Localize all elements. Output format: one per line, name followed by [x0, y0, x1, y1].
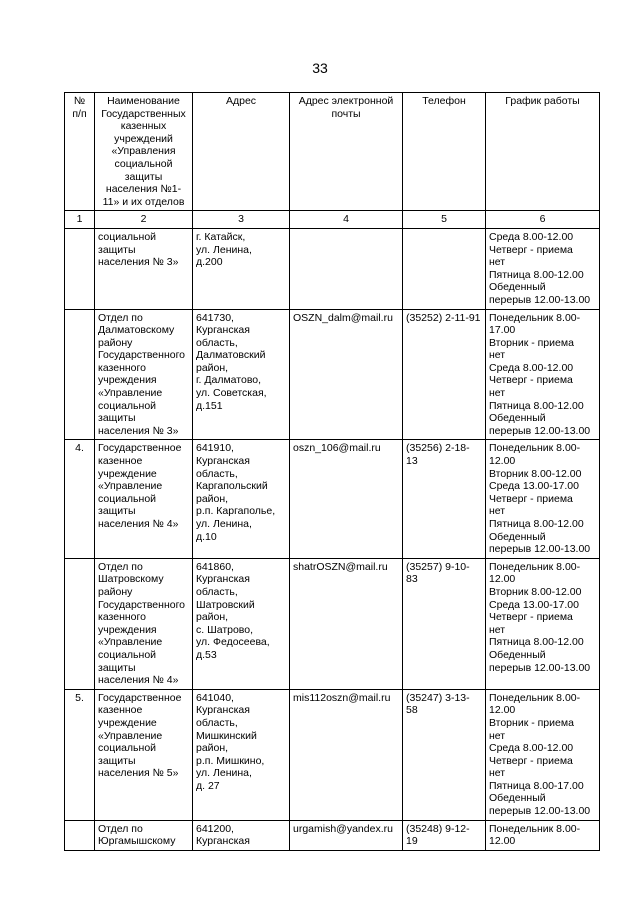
row-number	[65, 820, 95, 850]
table-row	[65, 558, 600, 689]
institution-address: 641860, Курганская область, Шатровский район, с. Шатрово, ул. Федосеева, д.53	[193, 558, 290, 689]
header-schedule: График работы	[486, 93, 600, 211]
column-number: 5	[403, 211, 486, 229]
row-number	[65, 228, 95, 309]
institutions-table	[64, 92, 600, 851]
institution-schedule: Понедельник 8.00- 17.00 Вторник - приема нет Среда 8.00-12.00 Четверг - приема нет Пятница 8.00-12.00 Обеденный перерыв 12.00-13.00	[486, 309, 600, 440]
institution-schedule: Понедельник 8.00- 12.00	[486, 820, 600, 850]
institution-phone: (35248) 9-12- 19	[403, 820, 486, 850]
institution-phone: (35256) 2-18- 13	[403, 440, 486, 558]
header-number: № п/п	[65, 93, 95, 211]
header-email: Адрес электронной почты	[290, 93, 403, 211]
institution-email: urgamish@yandex.ru	[290, 820, 403, 850]
institution-address: 641040, Курганская область, Мишкинский район, р.п. Мишкино, ул. Ленина, д. 27	[193, 689, 290, 820]
institution-address: г. Катайск, ул. Ленина, д.200	[193, 228, 290, 309]
table-header-row	[65, 93, 600, 211]
column-number: 2	[95, 211, 193, 229]
column-number: 4	[290, 211, 403, 229]
row-number	[65, 558, 95, 689]
institution-email: oszn_106@mail.ru	[290, 440, 403, 558]
column-number-row	[65, 211, 600, 229]
institution-name: Государственное казенное учреждение «Управление социальной защиты населения № 4»	[95, 440, 193, 558]
institution-schedule: Понедельник 8.00- 12.00 Вторник - приема нет Среда 8.00-12.00 Четверг - приема нет Пятница 8.00-17.00 Обеденный перерыв 12.00-13.00	[486, 689, 600, 820]
institution-phone: (35252) 2-11-91	[403, 309, 486, 440]
column-number: 6	[486, 211, 600, 229]
institution-address: 641730, Курганская область, Далматовский район, г. Далматово, ул. Советская, д.151	[193, 309, 290, 440]
institution-email: OSZN_dalm@mail.ru	[290, 309, 403, 440]
page-number: 33	[312, 60, 328, 76]
institution-phone: (35247) 3-13- 58	[403, 689, 486, 820]
header-name: Наименование Государственных казенных учреждений «Управления социальной защиты населения №1- 11» и их отделов	[95, 93, 193, 211]
institution-phone: (35257) 9-10- 83	[403, 558, 486, 689]
institution-email: mis112oszn@mail.ru	[290, 689, 403, 820]
header-phone: Телефон	[403, 93, 486, 211]
institution-name: социальной защиты населения № 3»	[95, 228, 193, 309]
institution-name: Отдел по Юргамышскому	[95, 820, 193, 850]
header-address: Адрес	[193, 93, 290, 211]
column-number: 1	[65, 211, 95, 229]
institution-schedule: Понедельник 8.00- 12.00 Вторник 8.00-12.00 Среда 13.00-17.00 Четверг - приема нет Пятница 8.00-12.00 Обеденный перерыв 12.00-13.00	[486, 440, 600, 558]
row-number	[65, 309, 95, 440]
table-row	[65, 309, 600, 440]
institution-email: shatrOSZN@mail.ru	[290, 558, 403, 689]
institution-phone	[403, 228, 486, 309]
institution-name: Отдел по Шатровскому району Государственного казенного учреждения «Управление социальной защиты населения № 4»	[95, 558, 193, 689]
institution-address: 641910, Курганская область, Каргапольский район, р.п. Каргаполье, ул. Ленина, д.10	[193, 440, 290, 558]
table-row	[65, 689, 600, 820]
institution-email	[290, 228, 403, 309]
institution-schedule: Понедельник 8.00- 12.00 Вторник 8.00-12.00 Среда 13.00-17.00 Четверг - приема нет Пятница 8.00-12.00 Обеденный перерыв 12.00-13.00	[486, 558, 600, 689]
column-number: 3	[193, 211, 290, 229]
table-row	[65, 228, 600, 309]
institution-address: 641200, Курганская	[193, 820, 290, 850]
institution-schedule: Среда 8.00-12.00 Четверг - приема нет Пятница 8.00-12.00 Обеденный перерыв 12.00-13.00	[486, 228, 600, 309]
institution-name: Отдел по Далматовскому району Государственного казенного учреждения «Управление социальной защиты населения № 3»	[95, 309, 193, 440]
row-number: 4.	[65, 440, 95, 558]
institution-name: Государственное казенное учреждение «Управление социальной защиты населения № 5»	[95, 689, 193, 820]
row-number: 5.	[65, 689, 95, 820]
table-row	[65, 440, 600, 558]
table-row	[65, 820, 600, 850]
